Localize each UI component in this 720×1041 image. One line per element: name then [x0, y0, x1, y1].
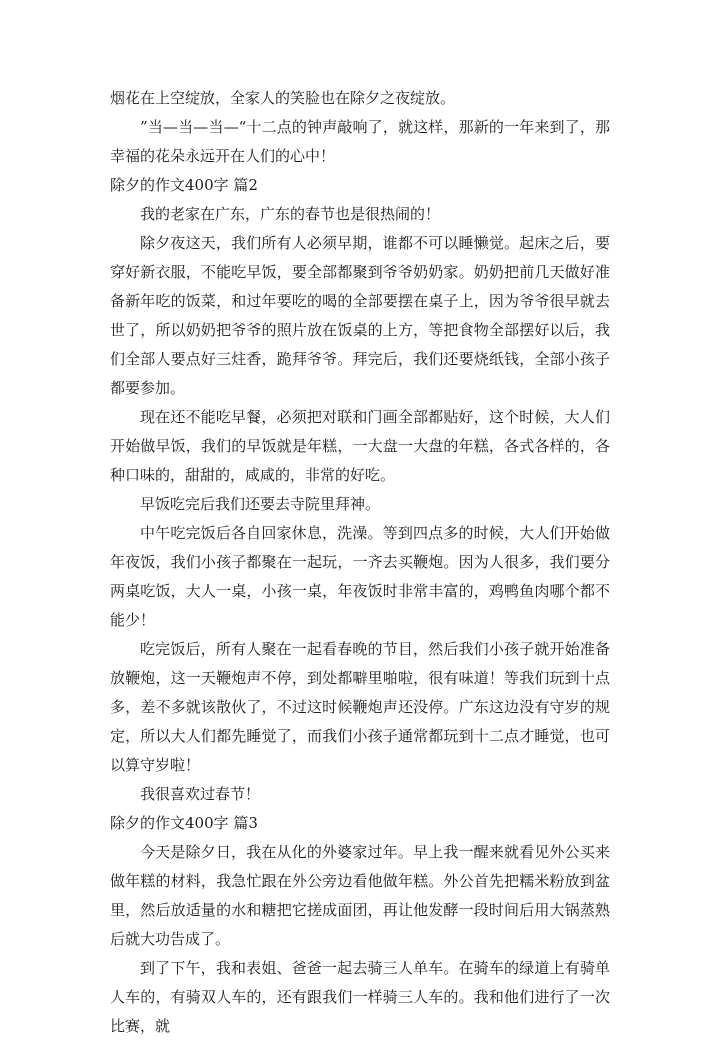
section-heading: 除夕的作文400字 篇2 [110, 176, 258, 194]
paragraph: 除夕夜这天，我们所有人必须早期，谁都不可以睡懒觉。起床之后，要穿好新衣服，不能吃早饭，要全部都聚到爷爷奶奶家。奶奶把前几天做好准备新年吃的饭菜，和过年要吃的喝的全部要摆在桌子上，因为爷爷很早就去世了，所以奶奶把爷爷的照片放在饭桌的上方，等把食物全部摆好以后，我们全部人要点好三炷香，跪拜爷爷。拜完后，我们还要烧纸钱，全部小孩子都要参加。 [110, 234, 610, 397]
paragraph: ”当—当—当—“十二点的钟声敲响了，就这样，那新的一年来到了，那幸福的花朵永远开在人们的心中！ [110, 118, 610, 165]
paragraph: 今天是除夕日，我在从化的外婆家过年。早上我一醒来就看见外公买来做年糕的材料，我急忙跟在外公旁边看他做年糕。外公首先把糯米粉放到盆里，然后放适量的水和糖把它搓成面团，再让他发酵一段时间后用大锅蒸熟后就大功告成了。 [110, 843, 610, 948]
paragraph: 烟花在上空绽放，全家人的笑脸也在除夕之夜绽放。 [110, 89, 456, 107]
paragraph: 中午吃完饭后各自回家休息，洗澡。等到四点多的时候，大人们开始做年夜饭，我们小孩子都聚在一起玩，一齐去买鞭炮。因为人很多，我们要分两桌吃饭，大人一桌，小孩一桌，年夜饭时非常丰富的，鸡鸭鱼肉哪个都不能少！ [110, 524, 610, 629]
paragraph: 早饭吃完后我们还要去寺院里拜神。 [140, 495, 381, 513]
paragraph: 我的老家在广东，广东的春节也是很热闹的！ [140, 205, 441, 223]
paragraph: 到了下午，我和表姐、爸爸一起去骑三人单车。在骑车的绿道上有骑单人车的，有骑双人车的，还有跟我们一样骑三人车的。我和他们进行了一次比赛，就 [110, 959, 610, 1035]
paragraph: 我很喜欢过春节！ [140, 785, 261, 803]
document-body [110, 84, 610, 1041]
section-heading: 除夕的作文400字 篇3 [110, 814, 258, 832]
paragraph: 现在还不能吃早餐，必须把对联和门画全部都贴好，这个时候，大人们开始做早饭，我们的早饭就是年糕，一大盘一大盘的年糕，各式各样的，各种口味的，甜甜的，咸咸的，非常的好吃。 [110, 408, 610, 484]
paragraph: 吃完饭后，所有人聚在一起看春晚的节目，然后我们小孩子就开始准备放鞭炮，这一天鞭炮声不停，到处都噼里啪啦，很有味道！等我们玩到十点多，差不多就该散伙了，不过这时候鞭炮声还没停。广东这边没有守岁的规定，所以大人们都先睡觉了，而我们小孩子通常都玩到十二点才睡觉，也可以算守岁啦！ [110, 640, 610, 774]
